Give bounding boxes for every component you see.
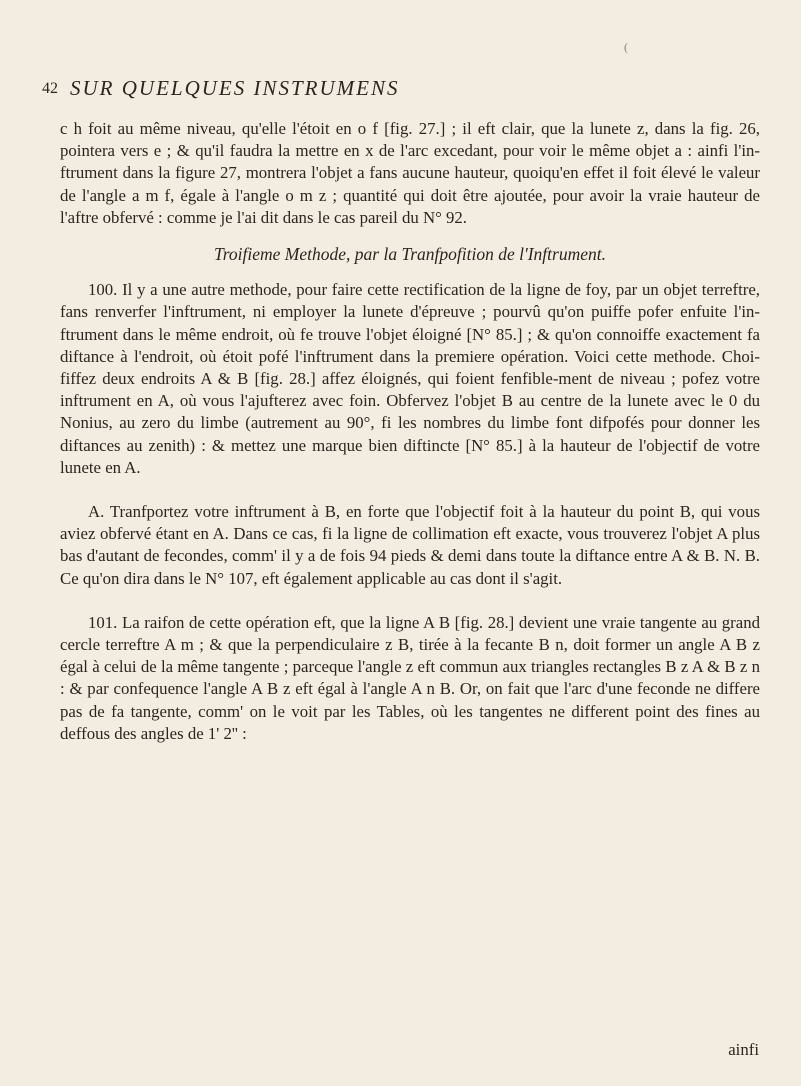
section-heading: Troifieme Methode, par la Tranfpofition de l'Inftrument. xyxy=(214,244,606,265)
running-title: SUR QUELQUES INSTRUMENS xyxy=(70,76,400,100)
stray-mark: ( xyxy=(624,40,628,54)
catchword: ainfi xyxy=(728,1040,759,1059)
paragraph-continuation: c h foit au même niveau, qu'elle l'étoit en o f [fig. 27.] ; il eft clair, que la lunete z, dans la fig. 26, pointera vers e ; & qu'il faudra la mettre en x de l'arc excedant, pour voir le même objet a : ainfi l'in-ftrument dans la figure 27, montrera l'objet a fans aucune hauteur, quoiqu'en effet il foit élevé le valeur de l'angle a m f, égale à l'angle o m z ; quantité qui doit être ajoutée, pour avoir la vraie hauteur de l'aftre obfervé : comme je l'ai dit dans le cas pareil du N° 92. xyxy=(60,119,760,227)
page-body xyxy=(60,118,760,745)
paragraph-101: 101. La raifon de cette opération eft, que la ligne A B [fig. 28.] devient une vraie tangente au grand cercle terreftre A m ; & que la perpendiculaire z B, tirée à la fecante B n, doit former un angle A B z égal à celui de la même tangente ; parceque l'angle z eft commun aux triangles rectangles B z A & B z n : & par confequence l'angle A B z eft égal à l'angle A n B. Or, on fait que l'arc d'une feconde ne differe pas de fa tangente, comm' on le voit par les Tables, où les tangentes ne different point des fines au deffous des angles de 1' 2'' : xyxy=(60,612,760,743)
paragraph-a-transfer: A. Tranfportez votre inftrument à B, en forte que l'objectif foit à la hauteur du point B, qui vous aviez obfervé étant en A. Dans ce cas, fi la ligne de collimation eft exacte, vous trouverez l'objet A plus bas d'autant de fecondes, comm' il y a de fois 94 pieds & demi dans toute la diftance entre A & B. N. B. Ce qu'on dira dans le N° 107, eft également applicable au cas dont il s'agit. xyxy=(60,502,760,588)
running-header xyxy=(42,76,762,106)
paragraph-100: 100. Il y a une autre methode, pour faire cette rectification de la ligne de foy, par un objet terreftre, fans renverfer l'inftrument, ni employer la lunete d'épreuve ; pourvû qu'on puiffe pofer enfuite l'in-ftrument dans le même endroit, où fe trouve l'objet éloigné [N° 85.] ; & qu'on connoiffe exactement fa diftance à l'endroit, où étoit pofé l'inftrument dans la premiere opération. Voici cette methode. Choi-fiffez deux endroits A & B [fig. 28.] affez éloignés, qui foient fenfible-ment de niveau ; pofez votre inftrument en A, où vous l'ajufterez avec foin. Obfervez l'objet B au centre de la lunete avec le 0 du Nonius, au zero du limbe (autrement au 90°, fi les nombres du limbe font difpofés pour donner les diftances au zenith) : & mettez une marque bien diftincte [N° 85.] à la hauteur de l'objectif de votre lunete en A. xyxy=(60,280,760,477)
page-number: 42 xyxy=(42,80,58,97)
